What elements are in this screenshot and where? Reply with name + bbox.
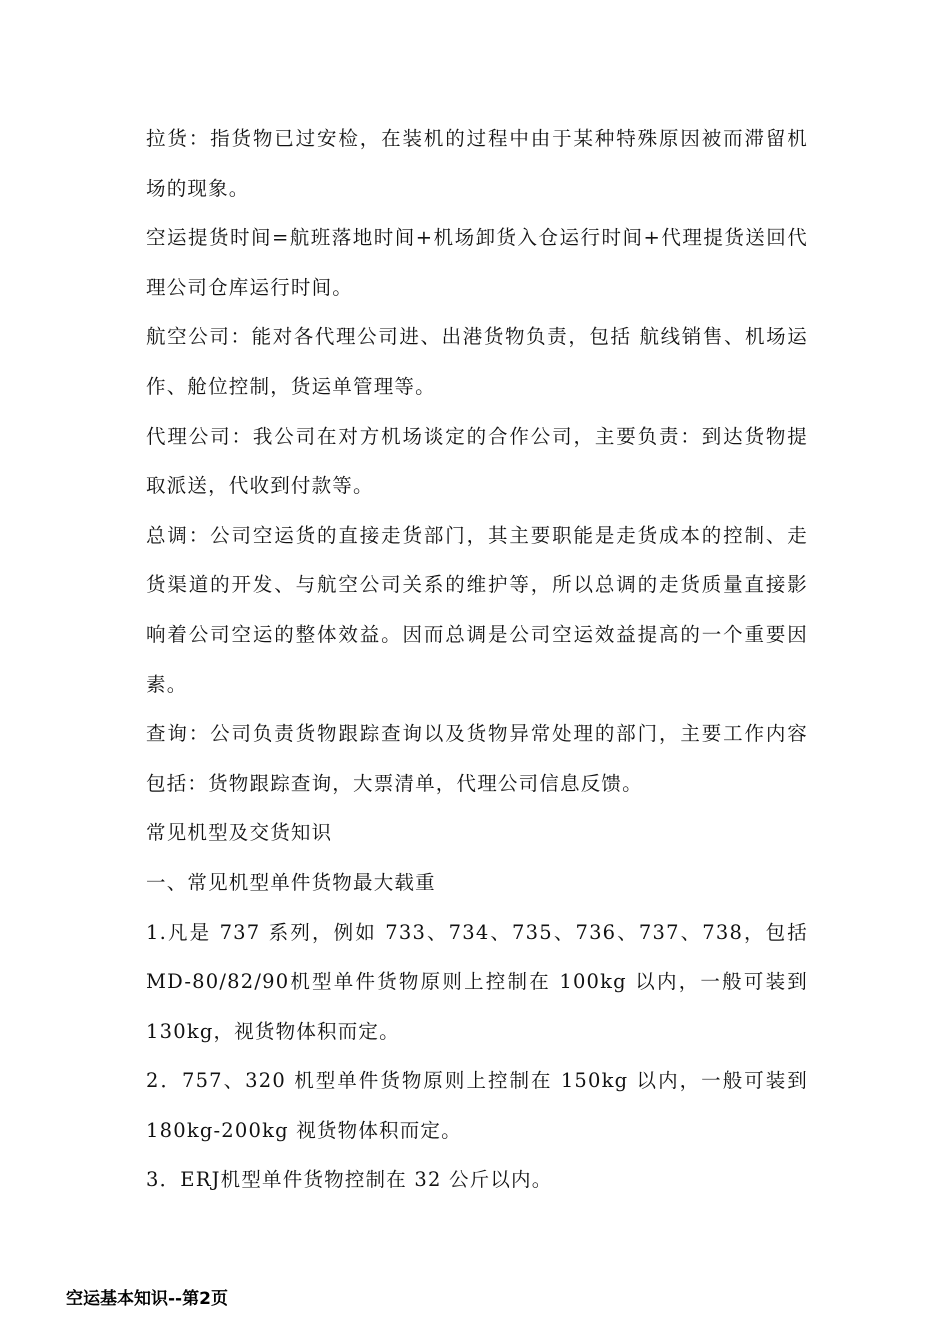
paragraph-airline: 航空公司：能对各代理公司进、出港货物负责，包括 航线销售、机场运作、舱位控制，货运单管理等。: [146, 325, 808, 398]
page-footer: 空运基本知识--第2页: [66, 1289, 228, 1309]
paragraph-pickup-time: 空运提货时间=航班落地时间+机场卸货入仓运行时间+代理提货送回代理公司仓库运行时间。: [146, 226, 808, 299]
paragraph-dispatch: 总调：公司空运货的直接走货部门，其主要职能是走货成本的控制、走货渠道的开发、与航空公司关系的维护等，所以总调的走货质量直接影响着公司空运的整体效益。因而总调是公司空运效益提高的一个重要因素。: [146, 523, 808, 696]
paragraph-la-huo: 拉货：指货物已过安检，在装机的过程中由于某种特殊原因被而滞留机场的现象。: [146, 127, 808, 200]
list-item-757-320: 2．757、320 机型单件货物原则上控制在 150kg 以内，一般可装到 180kg-200kg 视货物体积而定。: [146, 1069, 808, 1142]
subheading-max-load: 一、常见机型单件货物最大载重: [146, 870, 436, 894]
section-heading-aircraft: 常见机型及交货知识: [146, 821, 333, 845]
list-item-erj: 3．ERJ机型单件货物控制在 32 公斤以内。: [146, 1168, 553, 1192]
list-item-737-series: 1.凡是 737 系列，例如 733、734、735、736、737、738，包括 MD-80/82/90机型单件货物原则上控制在 100kg 以内，一般可装到 130kg，视货物体积而定。: [146, 920, 808, 1043]
paragraph-agent-company: 代理公司：我公司在对方机场谈定的合作公司，主要负责：到达货物提取派送，代收到付款等。: [146, 424, 808, 498]
document-body: [146, 114, 808, 1205]
paragraph-inquiry: 查询：公司负责货物跟踪查询以及货物异常处理的部门，主要工作内容包括：货物跟踪查询，大票清单，代理公司信息反馈。: [146, 722, 808, 795]
